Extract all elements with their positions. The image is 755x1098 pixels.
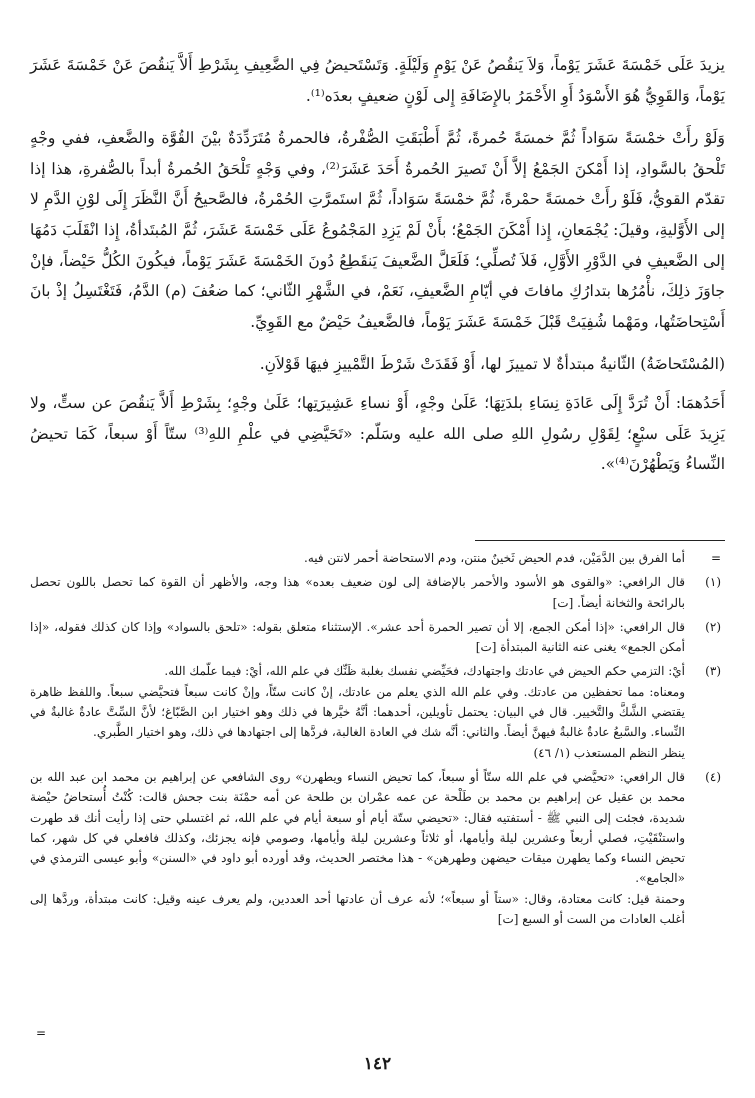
- footnote-text: أيْ: التزمي حكم الحيض في عادتك واجتهادك، فحَيِّضي نفسك بغلبة ظَنِّك في علم الله، أيْ: فيما علّمك الله.: [164, 664, 685, 679]
- footnote-text: قال الرافعي: «إذا أمكن الجمع، إلا أن تصير الحمرة أحد عشر». الإستثناء متعلق بقوله: «تلحق بالسواد» وإذا كان كذلك فقوله، «إذا أمكن الجمع» يغنى عنه الثانية المبتدأة [ت]: [30, 619, 685, 655]
- footnote-3: [30, 661, 725, 762]
- main-paragraph-2: وَلَوْ رأَتْ خمْسَةً سَوَاداً ثُمَّ خمسَةً حُمرةً، ثُمَّ أَطْبَقَتِ الصُّفْرةُ، فالحمرةُ مُتَرَدِّدَةٌ بيْنَ القُوَّة والضَّعفِ، ففي وجْهٍ تَلْحقُ بالسَّوادِ، إذا أَمْكنَ الجَمْعُ إلاَّ أَنْ تَصيرَ الحُمرةُ أَحَدَ عَشَرَ⁽²⁾، وفي وَجْهٍ تَلْحَقُ الحُمرةُ أبداً بالصُّفرةِ، هذا إذا تقدّم القويُّ، فَلَوْ رأَتْ خمسَةً حمْرةً، ثُمَّ خمْسَةً سَوَاداً، ثُمَّ استَمرَّتِ الحُمْرةُ، فالصَّحيحُ أَنَّ النَّظَرَ إِلَى لوْنِ الدَّمِ لا إلى الأَوَّليةِ، وقيلَ: يُجْمَعانِ، إِذا أَمْكَنَ الجَمْعُ؛ بأَنْ لَمْ يَزِدِ المَجْمُوعُ عَلَى خَمْسَةَ عَشَرَ، ثُمَّ المُبتَدأةُ، إِذا انْقَلَبَ دَمُهَا إلى الضَّعيفِ في الدَّوْرِ الأَوَّلِ، فَلاَ تُصلِّي؛ فَلَعَلَّ الضَّعيفَ يَنقَطِعُ دُونَ الخَمْسَةَ عَشَرَ يَوْماً، فيكُونَ الكُلُّ حَيْضاً، فإنْ جاوَزَ ذلِكَ، نأْمُرُها بتدارُكِ مافاتَ في أيّامِ الضَّعيفِ، نَعَمْ، في الشَّهْرِ الثّاني؛ كما ضعُفَ (م) الدَّمُ، فَتَغْتَسِلُ إذْ بانَ أَسْتِحاضَتُها، ومَهْما شُفِيَتْ قَبْلَ خَمْسَةَ عَشَرَ يَوْماً، فالضَّعيفُ حَيْضٌ مع القَوِيِّ.: [30, 129, 725, 331]
- main-paragraph-4: أَحَدُهمَا: أَنْ تُرَدَّ إِلَى عَادَةِ نِسَاءِ بلدَتِهَا؛ عَلَىٰ وجْهٍ، أَوْ نساءِ عَشِيرَتِها؛ عَلَىٰ وجْهٍ؛ بِشَرْطِ أَلاَّ يَنقُصَ عن ستٍّ، ولا يَزِيدَ عَلَى سبْعٍ؛ لِقَوْلِ رسُولِ اللهِ صلى الله عليه وسَلّم: «تَحَيَّضِي في علْمِ اللهِ⁽³⁾ ستّاً أَوْ سبعاً، كَمَا تحيضُ النِّساءُ وَيَطْهُرْنَ⁽⁴⁾».: [30, 393, 725, 474]
- continuation-mark: =: [710, 551, 721, 565]
- page-number: ١٤٢: [363, 1054, 392, 1074]
- footnote-text: ومعناه: مما تحفظين من عادتك. وفي علم الله الذي يعلم من عادتك، إنْ كانت ستّاً، وإنْ كانت سبعاً فتحيَّضي سبعاً. واللفظ ظاهرة يقتضي الشَّكَّ والتَّخيير. قال في البيان: يحتمل تأويلين، أحدهما: أنَّهُ خيَّرها في ذلك وهو اختيار ابن الصَّبّاغ؛ لأنَّ السِّتَّ عادةٌ غالبةٌ في النِّساء. والسَّبعُ عادةٌ غالبةٌ فيهنَّ أيضاً. والثاني: أنَّه شك في العادة الغالبة، فردَّها إلى اجتهادها في ذلك، وهو اختيار الطَّبري.: [30, 684, 686, 740]
- page-body: [30, 50, 725, 492]
- footnote-continuation: [30, 548, 725, 568]
- main-paragraph-1: يزيدَ عَلَى خَمْسَةَ عَشَرَ يَوْماً، وَلاَ يَنقُصُ عَنْ يَوْمٍ وَلَيْلَةٍ. وَتَسْتَحيضُ فِي الضَّعِيفِ بِشَرْطِ أَلاَّ يَنقُصَ عَنْ خَمْسَةَ عَشَرَ يَوْماً، وَالقَوِيُّ هُوَ الأَسْوَدُ أَوِ الأَحْمَرُ بالإِضَافَةِ إِلى لَوْنٍ ضعيفٍ بعدَه⁽¹⁾.: [30, 56, 725, 105]
- footnote-text: قال الرافعي: «تحيَّضي في علم الله ستّاً أو سبعاً، كما تحيض النساء ويطهرن» روى الشافعي عن إبراهيم بن محمد ابن عبد الله بن محمد بن عقيل عن إبراهيم بن محمد بن طَلْحة عن عمه عمْران بن طلحة عن أمه حمْنَة بنت جحش قالت: كُنْتُ أُستحاضُ حيْضة شديدة، فجئت إلى النبي ﷺ - أستفتيه فقال: «تحيضي ستّة أيام أو سبعة أيام في علم الله، ثم اغتسلي حتى إذا رأيت أنك قد طهرت واستنْقَيْتِ، فصلي أربعاً وعشرين ليلة وأيامها، أو ثلاثاً وعشرين ليلة وأيامها، وصومي فإنه يجزئك، وكذلك فافعلي في كل شهر، كما تحيض النساء وكما يطهرن ميقات حيضهن وطهرهن» - هذا مختصر الحديث، وقد أورده أبو داود في «السنن» وأبو عيسى الترمذي في «الجامع».: [30, 769, 685, 886]
- footnote-separator: [475, 540, 725, 541]
- footnote-4: [30, 767, 725, 929]
- main-text: [30, 50, 725, 480]
- footnote-text: وحمنة قيل: كانت معتادة، وقال: «ستاً أو سبعاً»؛ لأنه عرف أن عادتها أحد العددين، ولم يعرف عينه وقيل: كانت مبتدأة، وردَّها إلى أغلب العادات من الست أو السبع [ت]: [30, 891, 685, 927]
- footnote-number: (١): [705, 575, 721, 590]
- continuation-end-mark: =: [36, 1026, 47, 1040]
- main-paragraph-3: (المُسْتَحاضَةُ) الثّانيةُ مبتدأةٌ لا تمييزَ لها، أَوْ فَقَدَتْ شَرْطَ التَّمْييزِ فيهَا قَوْلاَنِ.: [259, 355, 725, 374]
- footnote-text: قال الرافعي: «والقوى هو الأسود والأحمر بالإضافة إلى لون ضعيف بعده» هذا وجه، والأظهر أن القوة كما تحصل باللون تحصل بالرائحة والثخانة أيضاً. [ت]: [30, 575, 685, 610]
- footnote-number: (٤): [705, 769, 721, 784]
- footnote-2: [30, 617, 725, 658]
- footnote-number: (٢): [705, 619, 721, 634]
- continuation-text: أما الفرق بين الدَّمَيْن، فدم الحيض ثَخينٌ منتن، ودم الاستحاضة أحمر لانتن فيه.: [304, 551, 685, 565]
- footnote-1: [30, 572, 725, 613]
- footnote-reference: ينظر النظم المستعذب (١/ ٤٦): [533, 745, 685, 760]
- footnotes: [30, 548, 725, 929]
- footnote-number: (٣): [705, 664, 721, 679]
